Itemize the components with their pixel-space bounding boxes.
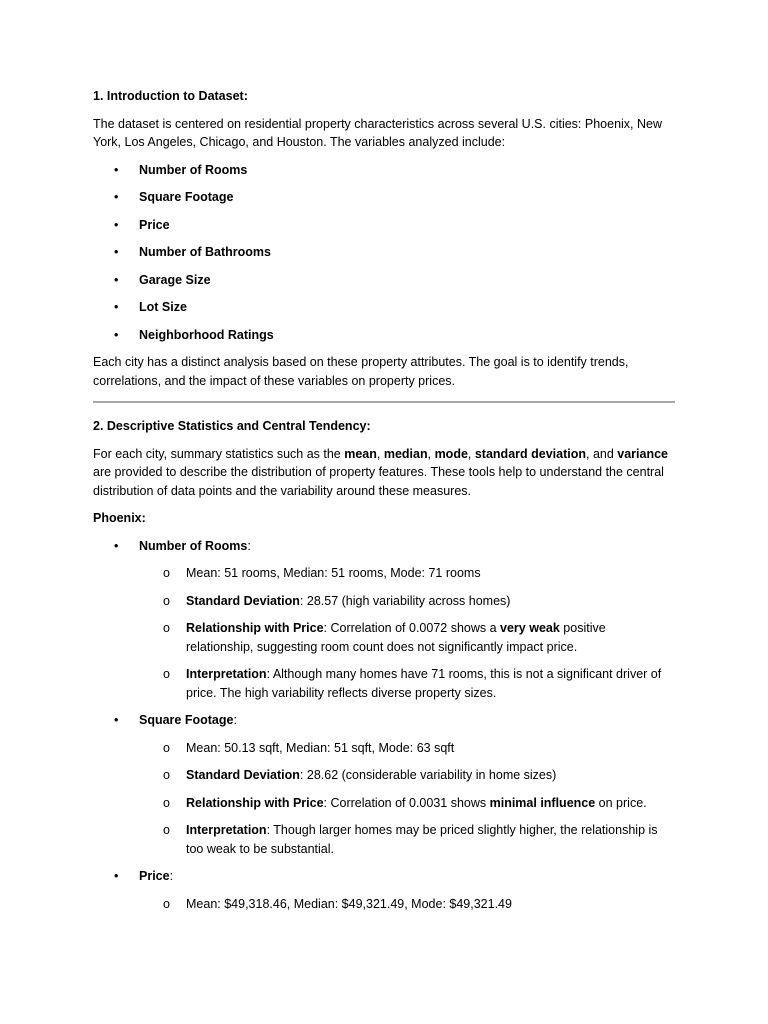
- list-item: o Standard Deviation: 28.62 (considerable variability in home sizes): [93, 766, 675, 785]
- list-item: o Standard Deviation: 28.57 (high variability across homes): [93, 592, 675, 611]
- intro-paragraph: The dataset is centered on residential property characteristics across several U.S. cities: Phoenix, New York, Los Angeles, Chicago, and Houston. The variables analyzed include:: [93, 116, 663, 149]
- circle-bullet-icon: o: [163, 768, 170, 782]
- bullet-icon: •: [114, 869, 119, 883]
- circle-bullet-icon: o: [163, 621, 170, 635]
- rooms-sublist: [93, 564, 675, 702]
- price-sublist: [93, 895, 675, 914]
- document-body: [93, 87, 675, 913]
- list-item: o Mean: 50.13 sqft, Median: 51 sqft, Mode: 63 sqft: [93, 739, 675, 758]
- section2-heading: 2. Descriptive Statistics and Central Tendency:: [93, 419, 371, 433]
- phoenix-list: [93, 537, 675, 914]
- list-item: • Neighborhood Ratings: [93, 326, 675, 345]
- circle-bullet-icon: o: [163, 566, 170, 580]
- bullet-icon: •: [114, 713, 119, 727]
- bullet-icon: •: [114, 538, 119, 553]
- bullet-icon: •: [114, 190, 119, 204]
- bullet-icon: •: [114, 217, 119, 232]
- list-item: o Mean: $49,318.46, Median: $49,321.49, Mode: $49,321.49: [93, 895, 675, 914]
- list-item: o Mean: 51 rooms, Median: 51 rooms, Mode: 71 rooms: [93, 564, 675, 583]
- circle-bullet-icon: o: [163, 823, 170, 837]
- list-item: o Interpretation: Though larger homes may be priced slightly higher, the relationship is too weak to be substantial.: [163, 823, 658, 856]
- bullet-icon: •: [114, 162, 119, 177]
- section-divider: [93, 401, 675, 403]
- list-item: o Relationship with Price: Correlation of 0.0031 shows minimal influence on price.: [93, 794, 675, 813]
- bullet-icon: •: [114, 245, 119, 259]
- bullet-icon: •: [114, 300, 119, 314]
- list-item: • Garage Size: [93, 271, 675, 290]
- intro-goal-paragraph: Each city has a distinct analysis based on these property attributes. The goal is to identify trends, correlations, and the impact of these variables on property prices.: [93, 355, 629, 388]
- list-item: o Interpretation: Although many homes have 71 rooms, this is not a significant driver of price. The high variability reflects diverse property sizes.: [163, 667, 662, 700]
- list-item-sqft: • Square Footage: o Mean: 50.13 sqft, Median: 51 sqft, Mode: 63 sqft o Standard Deviation: 28.62 (considerable variability in home sizes) o Relationship with Price: Correlation of 0.0031 shows minimal influence on price. o Interpretation: Though larger homes may be priced slightly higher, the relationship is too weak to be substantial.: [93, 711, 675, 858]
- variable-list: [93, 161, 675, 345]
- intro-heading: 1. Introduction to Dataset:: [93, 89, 248, 103]
- bullet-icon: •: [114, 272, 119, 287]
- section2-paragraph: For each city, summary statistics such as the mean, median, mode, standard deviation, and variance are provided to describe the distribution of property features. These tools help to understand the central distribution of data points and the variability around these measures.: [93, 446, 669, 498]
- list-item: • Square Footage: [93, 188, 675, 207]
- circle-bullet-icon: o: [163, 667, 170, 681]
- circle-bullet-icon: o: [163, 795, 170, 810]
- list-item-price: • Price: o Mean: $49,318.46, Median: $49,321.49, Mode: $49,321.49: [93, 867, 675, 913]
- list-item: • Lot Size: [93, 298, 675, 317]
- sqft-sublist: [93, 739, 675, 859]
- list-item: • Number of Rooms: [93, 161, 675, 180]
- circle-bullet-icon: o: [163, 593, 170, 608]
- list-item: • Price: [93, 216, 675, 235]
- city-heading: Phoenix:: [93, 511, 146, 525]
- circle-bullet-icon: o: [163, 896, 170, 911]
- bullet-icon: •: [114, 327, 119, 342]
- list-item: • Number of Bathrooms: [93, 243, 675, 262]
- list-item-rooms: • Number of Rooms: o Mean: 51 rooms, Median: 51 rooms, Mode: 71 rooms o Standard Deviation: 28.57 (high variability across homes) o Relationship with Price: Correlation of 0.0072 shows a very weak positive relationship, suggesting room count does not significantly impact price. o Interpretation: Although many homes have 71 rooms, this is not a significant driver of price. The high variability reflects diverse property sizes.: [93, 537, 675, 703]
- list-item: o Relationship with Price: Correlation of 0.0072 shows a very weak positive relationship, suggesting room count does not significantly impact price.: [163, 621, 606, 654]
- circle-bullet-icon: o: [163, 740, 170, 755]
